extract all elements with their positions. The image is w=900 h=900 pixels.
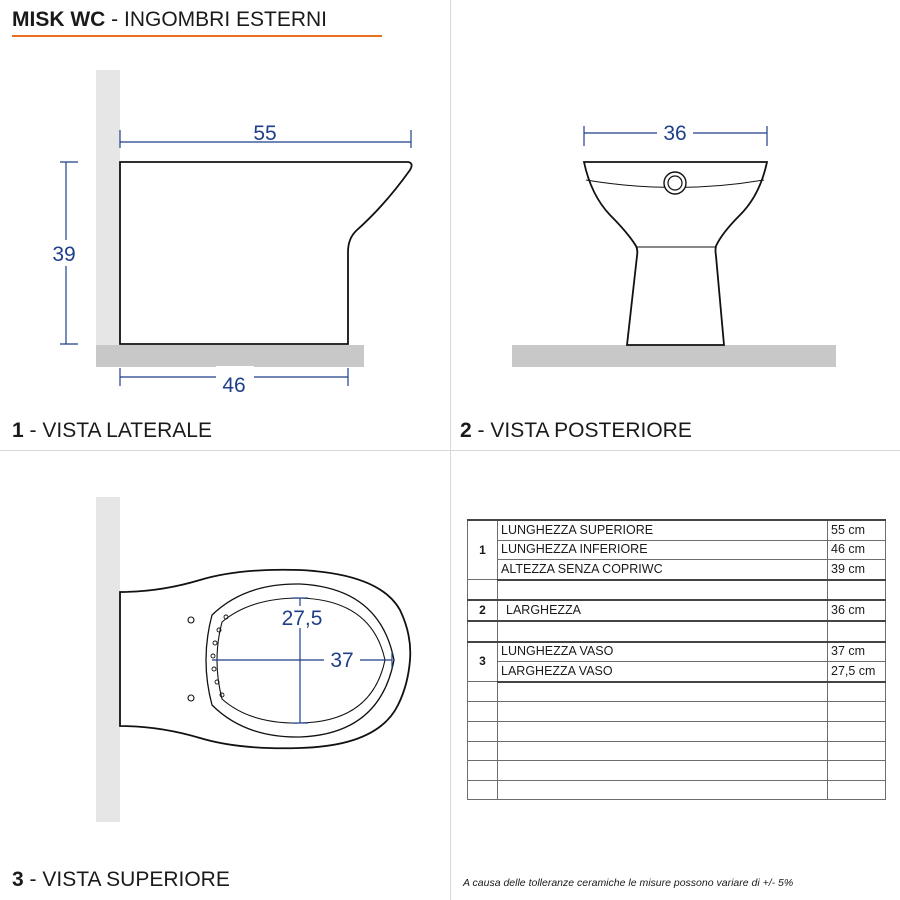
view-label-side: [12, 418, 212, 444]
page-subtitle: - INGOMBRI ESTERNI: [111, 8, 328, 31]
table-row-empty: [468, 761, 886, 781]
dimensions-table: [467, 519, 886, 800]
table-row: [468, 642, 886, 662]
row-label: LUNGHEZZA INFERIORE: [498, 540, 828, 560]
table-row: [468, 540, 886, 560]
group-number: 3: [468, 642, 498, 682]
row-value: 37 cm: [828, 642, 886, 662]
view-title: - VISTA LATERALE: [29, 419, 212, 442]
dim-label-side-top: 55: [253, 122, 277, 145]
tolerance-note: A causa delle tolleranze ceramiche le misure possono variare di +/- 5%: [463, 877, 794, 889]
table-row-empty: [468, 721, 886, 741]
group-number: 2: [468, 600, 498, 621]
group-number: 1: [468, 520, 498, 580]
side-floor: [96, 345, 364, 367]
row-value: 27,5 cm: [828, 662, 886, 682]
rear-view: [512, 122, 836, 367]
row-label: LUNGHEZZA VASO: [498, 642, 828, 662]
dim-label-top-width: 27,5: [281, 607, 323, 630]
row-value: 46 cm: [828, 540, 886, 560]
table-row-empty: [468, 780, 886, 800]
table-row-empty: [468, 580, 886, 601]
view-title: - VISTA POSTERIORE: [477, 419, 692, 442]
row-label: LUNGHEZZA SUPERIORE: [498, 520, 828, 540]
dim-label-side-bottom: 46: [222, 374, 246, 397]
view-number: 2: [460, 419, 472, 442]
side-view: [48, 70, 412, 397]
row-label: ALTEZZA SENZA COPRIWC: [498, 560, 828, 580]
view-label-rear: [460, 418, 692, 444]
row-value: 39 cm: [828, 560, 886, 580]
side-wall: [96, 70, 120, 350]
view-label-top: [12, 867, 230, 893]
view-number: 3: [12, 868, 24, 891]
rear-outlet-inner: [668, 176, 682, 190]
model-name: MISK WC: [12, 8, 106, 31]
row-label: LARGHEZZA VASO: [498, 662, 828, 682]
table-row: [468, 560, 886, 580]
dim-label-top-length: 37: [330, 649, 354, 672]
table-row: [468, 520, 886, 540]
table-row: [468, 662, 886, 682]
dim-label-side-height: 39: [52, 243, 76, 266]
row-label: LARGHEZZA: [498, 600, 828, 621]
view-title: - VISTA SUPERIORE: [29, 868, 230, 891]
table-row-empty: [468, 702, 886, 722]
rear-floor: [512, 345, 836, 367]
row-value: 55 cm: [828, 520, 886, 540]
top-wall: [96, 497, 120, 822]
side-toilet-outline: [120, 162, 412, 344]
table-row-empty: [468, 741, 886, 761]
row-value: 36 cm: [828, 600, 886, 621]
table-row: [468, 600, 886, 621]
view-number: 1: [12, 419, 24, 442]
top-view: [96, 497, 410, 822]
table-row-empty: [468, 621, 886, 642]
table-row-empty: [468, 682, 886, 702]
dim-label-rear-width: 36: [663, 122, 687, 145]
